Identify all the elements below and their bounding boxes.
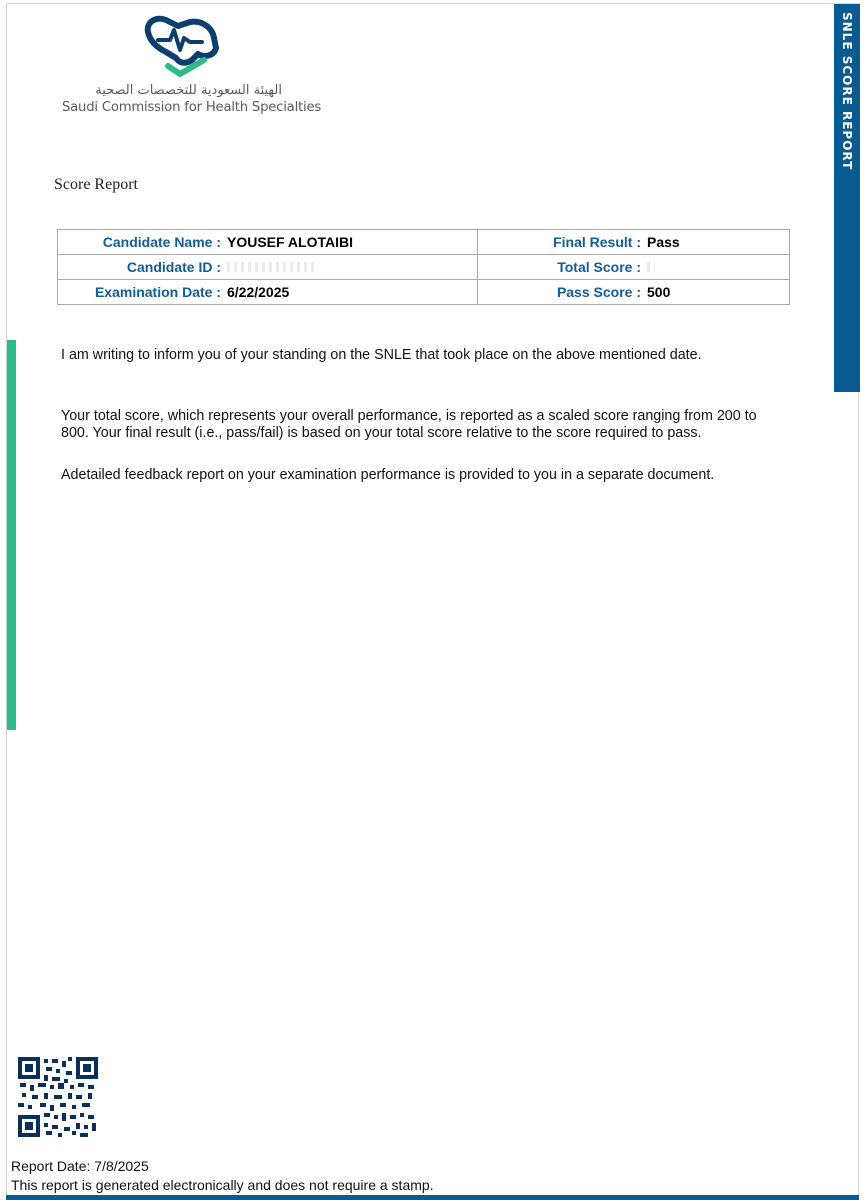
final-result-value: Pass [647,234,680,250]
paragraph-score-line-2: 800. Your final result (i.e., pass/fail) is based on your total score relative to the score required to pass. [61,425,702,441]
final-result-label: Final Result : [553,234,641,250]
paragraph-feedback: Adetailed feedback report on your examination performance is provided to you in a separate document. [61,467,715,483]
candidate-id-redacted [227,262,317,272]
pass-score-cell [478,280,790,305]
accent-green-bar [7,340,16,730]
final-result-cell [478,230,790,255]
paragraph-standing: I am writing to inform you of your standing on the SNLE that took place on the above mentioned date. [61,347,702,363]
page-title: Score Report [54,176,138,193]
total-score-cell [478,255,790,280]
exam-date-value: 6/22/2025 [227,284,290,300]
total-score-label: Total Score : [557,259,641,275]
table-row [58,255,790,280]
candidate-info-table [57,229,790,305]
candidate-id-label: Candidate ID : [126,259,221,275]
candidate-name-value: YOUSEF ALOTAIBI [227,234,353,250]
bottom-brand-bar [6,1195,859,1200]
pass-score-value: 500 [647,284,671,300]
org-name-arabic: الهيئة السعودية للتخصصات الصحية [95,83,282,98]
candidate-id-cell [58,255,478,280]
paragraph-score-explanation [61,408,781,442]
table-row [58,230,790,255]
candidate-name-label: Candidate Name : [102,234,221,250]
pass-score-label: Pass Score : [556,284,641,300]
org-name-english: Saudi Commission for Health Specialties [62,100,322,115]
table-row [58,280,790,305]
exam-date-label: Examination Date : [94,284,221,300]
total-score-redacted [647,262,655,272]
paragraph-score-line-1: Your total score, which represents your overall performance, is reported as a scaled score ranging from 200 to [61,408,757,424]
electronic-report-note: This report is generated electronically and does not require a stamp. [11,1177,434,1193]
report-date: Report Date: 7/8/2025 [11,1158,149,1174]
qr-code[interactable] [18,1057,98,1137]
exam-date-cell [58,280,478,305]
candidate-name-cell [58,230,478,255]
scfhs-logo [140,12,222,80]
side-banner-label: SNLE SCORE REPORT [840,12,854,171]
